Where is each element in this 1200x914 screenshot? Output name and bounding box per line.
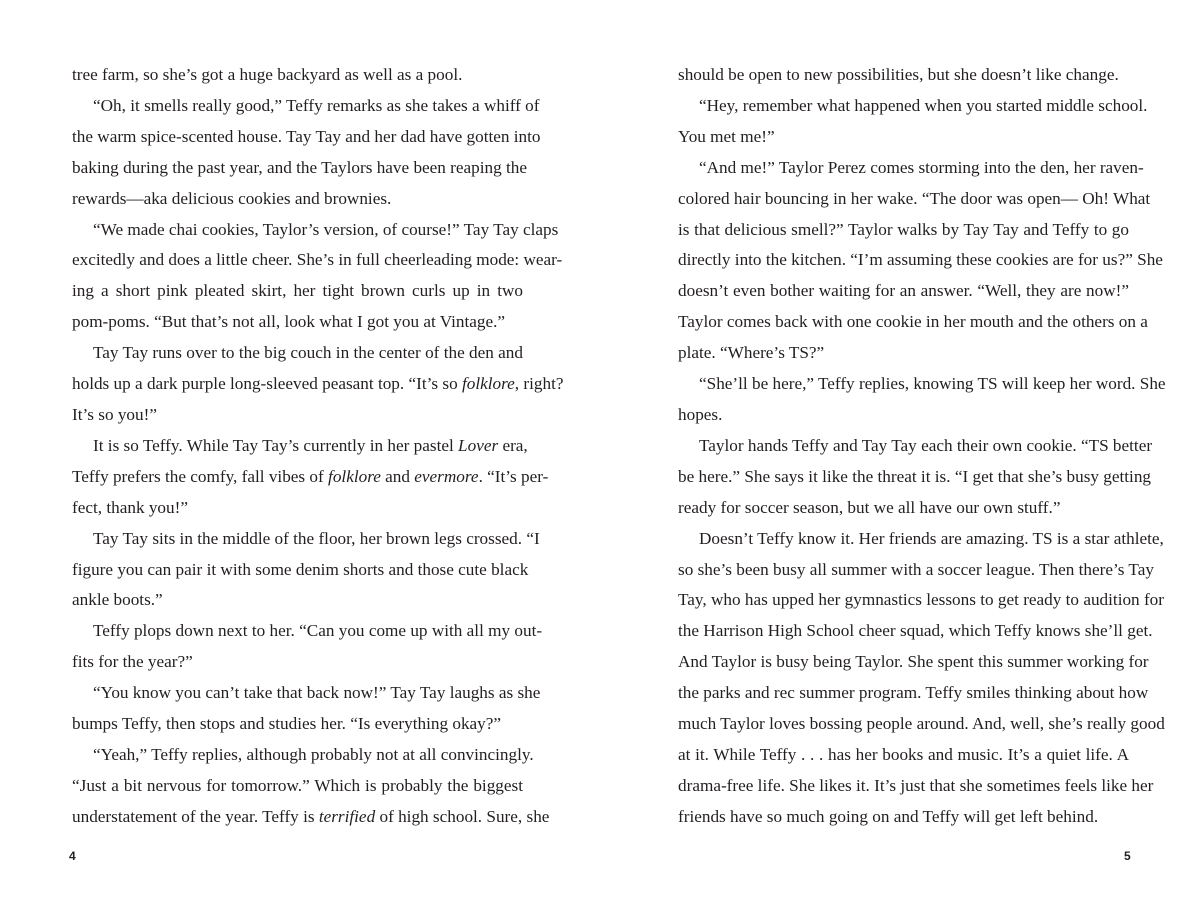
- text-line: should be open to new possibilities, but she doesn’t like change.: [678, 65, 1119, 84]
- right-page: [600, 0, 1200, 914]
- text-line: Taylor hands Teffy and Tay Tay each their own cookie. “TS better: [699, 435, 1153, 455]
- text-run: . “It’s per-: [478, 466, 549, 486]
- text-line: much Taylor loves bossing people around. And, well, she’s really good: [678, 714, 1165, 734]
- text-line: Tay Tay sits in the middle of the floor, her brown legs crossed. “I: [93, 528, 540, 548]
- text-line: pom-poms. “But that’s not all, look what I got you at Vintage.”: [72, 312, 506, 332]
- text-line: friends have so much going on and Teffy will get left behind.: [678, 806, 1099, 826]
- text-line: Teffy plops down next to her. “Can you come up with all my out-: [93, 621, 543, 641]
- left-page-body: [72, 60, 564, 833]
- text-line: the Harrison High School cheer squad, which Teffy knows she’ll get.: [678, 621, 1153, 641]
- text-line: And Taylor is busy being Taylor. She spent this summer working for: [678, 652, 1149, 672]
- text-line: [72, 462, 549, 493]
- text-line: baking during the past year, and the Taylors have been reaping the: [72, 157, 528, 177]
- text-line: “Yeah,” Teffy replies, although probably not at all convincingly.: [93, 744, 534, 764]
- page-number-left: 4: [69, 849, 76, 863]
- text-line: ankle boots.”: [72, 590, 163, 610]
- text-run: era,: [498, 435, 528, 455]
- text-line: [72, 369, 564, 400]
- text-line: so she’s been busy all summer with a soccer league. Then there’s Tay: [678, 559, 1154, 579]
- text-line: “You know you can’t take that back now!” Tay Tay laughs as she: [93, 683, 541, 703]
- text-line: rewards—aka delicious cookies and brownies.: [72, 188, 392, 208]
- text-run: holds up a dark purple long-sleeved peasant top. “It’s so: [72, 374, 462, 394]
- text-line: Taylor comes back with one cookie in her mouth and the others on a: [678, 312, 1148, 332]
- text-run: Teffy prefers the comfy, fall vibes of: [72, 466, 329, 486]
- text-line: bumps Teffy, then stops and studies her. “Is everything okay?”: [72, 714, 502, 734]
- text-run: , right?: [514, 374, 564, 394]
- text-line: ing a short pink pleated skirt, her tight brown curls up in two: [72, 281, 523, 301]
- text-line: It’s so you!”: [72, 404, 157, 424]
- page-number-right: 5: [1124, 849, 1131, 863]
- text-run: It is so Teffy. While Tay Tay’s currently in her pastel: [93, 435, 459, 455]
- text-line: figure you can pair it with some denim shorts and those cute black: [72, 559, 529, 579]
- text-line: drama-free life. She likes it. It’s just that she sometimes feels like her: [678, 775, 1154, 795]
- italic-title: Lover: [458, 435, 499, 455]
- italic-title: folklore: [461, 374, 515, 394]
- text-line: ready for soccer season, but we all have our own stuff.”: [678, 497, 1061, 517]
- text-line: “Hey, remember what happened when you started middle school.: [699, 95, 1148, 115]
- text-line: “Just a bit nervous for tomorrow.” Which is probably the biggest: [72, 775, 523, 795]
- text-run: and: [380, 466, 415, 486]
- text-line: fits for the year?”: [72, 652, 193, 672]
- italic-title: folklore: [328, 466, 381, 486]
- text-line: colored hair bouncing in her wake. “The door was open— Oh! What: [678, 188, 1151, 208]
- text-line: You met me!”: [678, 126, 775, 146]
- text-line: directly into the kitchen. “I’m assuming these cookies are for us?” She: [678, 250, 1163, 270]
- text-line: fect, thank you!”: [72, 497, 188, 517]
- text-line: [72, 431, 528, 462]
- text-line: the parks and rec summer program. Teffy smiles thinking about how: [678, 683, 1149, 703]
- text-line: be here.” She says it like the threat it is. “I get that she’s busy getting: [678, 466, 1152, 486]
- text-line: is that delicious smell?” Taylor walks by Tay Tay and Teffy to go: [678, 219, 1129, 239]
- text-line: doesn’t even bother waiting for an answer. “Well, they are now!”: [678, 281, 1129, 301]
- text-line: excitedly and does a little cheer. She’s in full cheerleading mode: wear-: [72, 250, 563, 270]
- italic-title: terrified: [318, 806, 376, 826]
- italic-title: evermore: [414, 466, 479, 486]
- text-run: understatement of the year. Teffy is: [72, 806, 319, 826]
- text-line: plate. “Where’s TS?”: [678, 343, 825, 363]
- text-line: at it. While Teffy . . . has her books and music. It’s a quiet life. A: [678, 744, 1129, 764]
- text-line: tree farm, so she’s got a huge backyard as well as a pool.: [72, 65, 463, 84]
- text-line: the warm spice-scented house. Tay Tay and her dad have gotten into: [72, 126, 541, 146]
- text-line: hopes.: [678, 404, 723, 424]
- text-line: “And me!” Taylor Perez comes storming into the den, her raven-: [699, 157, 1144, 177]
- text-line: [72, 802, 550, 833]
- text-line: “We made chai cookies, Taylor’s version, of course!” Tay Tay claps: [93, 219, 559, 239]
- text-line: Tay Tay runs over to the big couch in the center of the den and: [93, 343, 523, 363]
- text-line: Doesn’t Teffy know it. Her friends are amazing. TS is a star athlete,: [699, 528, 1164, 548]
- text-run: of high school. Sure, she: [375, 806, 550, 826]
- text-line: “She’ll be here,” Teffy replies, knowing TS will keep her word. She: [699, 374, 1166, 394]
- text-line: Tay, who has upped her gymnastics lessons to get ready to audition for: [678, 590, 1164, 610]
- right-page-body: [678, 60, 1166, 833]
- text-line: “Oh, it smells really good,” Teffy remarks as she takes a whiff of: [93, 95, 540, 115]
